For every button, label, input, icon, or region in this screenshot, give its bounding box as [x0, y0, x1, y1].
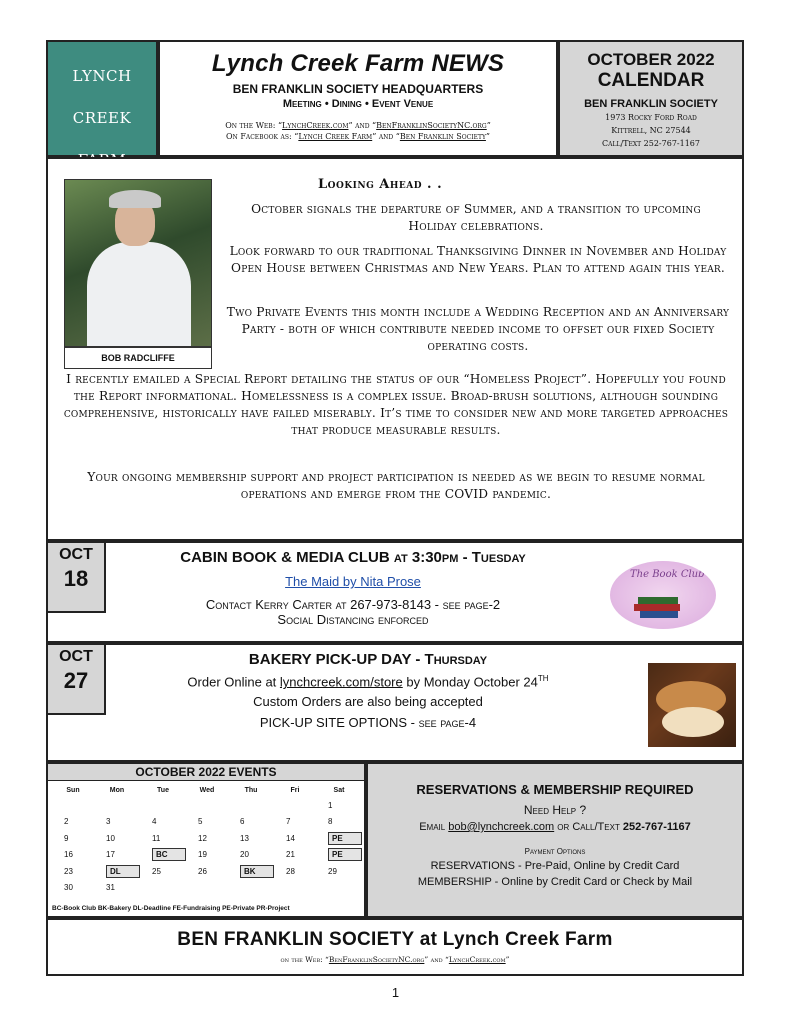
event-time: 3:30pm: [411, 549, 459, 566]
web-link-lynchcreek[interactable]: LynchCreek.com: [282, 121, 349, 130]
calendar-event-tag: [140, 847, 186, 864]
newsletter-masthead: [158, 40, 558, 157]
footer-web-mid: ” and “: [424, 955, 449, 964]
calendar-day: [186, 797, 228, 814]
newsletter-subtitle: BEN FRANKLIN SOCIETY HEADQUARTERS: [232, 82, 484, 96]
web-link-bfs[interactable]: BenFranklinSocietyNC.org: [376, 121, 487, 130]
event-month: OCT: [59, 546, 93, 563]
reservations-title: RESERVATIONS & MEMBERSHIP REQUIRED: [416, 782, 694, 797]
book-club-logo: [610, 561, 716, 629]
calendar-day: 28: [286, 866, 295, 876]
payment-options-label: Payment Options: [524, 847, 586, 856]
events-calendar: [46, 762, 366, 918]
footer-web-suffix: ”: [505, 955, 510, 964]
fb-link-lynchcreek[interactable]: Lynch Creek Farm: [298, 132, 373, 141]
event-date-box: [46, 541, 106, 613]
footer-link-lynchcreek[interactable]: LynchCreek.com: [448, 955, 506, 964]
order-sup: TH: [537, 674, 549, 683]
event-book-club: [46, 541, 744, 643]
event-tag-label: BC: [152, 848, 186, 861]
calendar-day: 12: [198, 833, 207, 843]
event-at: at: [389, 549, 412, 566]
paragraph-5: Your ongoing membership support and project participation is needed as we begin to resume normal operations and emerge from the COVID pandemic.: [87, 470, 705, 501]
book-club-logo-text: The Book Club: [630, 569, 705, 580]
order-pre: Order Online at: [187, 674, 280, 690]
logo-line-1: LYNCH: [72, 67, 132, 85]
calendar-day: 14: [286, 833, 295, 843]
reservations-payment: RESERVATIONS - Pre-Paid, Online by Credit Card: [430, 860, 680, 872]
footer-title-a: BEN FRANKLIN SOCIETY: [177, 929, 415, 950]
event-name: BAKERY PICK-UP DAY: [248, 651, 412, 668]
calendar-day: [186, 880, 228, 897]
logo-line-3: FARM: [77, 151, 127, 169]
calendar-day: 10: [106, 833, 115, 843]
order-line: [118, 674, 618, 689]
weekday-header: Wed: [199, 786, 215, 794]
email-line: [368, 821, 742, 833]
calendar-day: 23: [64, 866, 73, 876]
help-label: Need Help ?: [523, 803, 587, 817]
calendar-day: 2: [64, 817, 69, 827]
footer: [46, 918, 744, 976]
membership-payment: MEMBERSHIP - Online by Credit Card or Check by Mail: [417, 876, 693, 888]
event-title: [118, 549, 588, 566]
web-suffix: ”: [486, 121, 491, 130]
event-month: OCT: [59, 648, 93, 665]
calendar-day: 1: [328, 800, 333, 810]
bread-photo: [648, 663, 736, 747]
section-heading: Looking Ahead . .: [318, 177, 443, 192]
phone-number: 252-767-1167: [622, 821, 691, 833]
book-link[interactable]: The Maid by Nita Prose: [285, 574, 421, 589]
calendar-week: [52, 880, 362, 897]
weekday-header: Tue: [157, 786, 169, 794]
fb-link-bfs[interactable]: Ben Franklin Society: [399, 132, 486, 141]
page-number: 1: [391, 985, 400, 1000]
calendar-week: [52, 814, 362, 831]
event-day: 18: [63, 566, 89, 591]
event-dash: -: [411, 651, 425, 668]
paragraph-1: October signals the departure of Summer, and a transition to upcoming Holiday celebrations.: [251, 202, 701, 233]
fb-suffix: ”: [485, 132, 491, 141]
calendar-day: [52, 797, 94, 814]
event-name: CABIN BOOK & MEDIA CLUB: [180, 549, 390, 566]
footer-web-line: [48, 955, 742, 964]
calendar-day: [140, 880, 186, 897]
fb-mid: ” and “: [372, 132, 400, 141]
weekday-header: Mon: [109, 786, 125, 794]
event-day: 27: [63, 668, 89, 693]
footer-title: [48, 929, 742, 951]
calendar-day: [228, 880, 274, 897]
pickup-see: - see page-4: [407, 715, 477, 731]
footer-link-bfs[interactable]: BenFranklinSocietyNC.org: [328, 955, 425, 964]
contact-line: Contact Kerry Carter at 267-973-8143 - see page-2: [205, 597, 501, 612]
calendar-day: 4: [152, 817, 157, 827]
calendar-day: 6: [240, 817, 245, 827]
calendar-week: [52, 797, 362, 814]
calendar-label: CALENDAR: [597, 70, 705, 91]
calendar-day: [274, 880, 316, 897]
event-weekday: Tuesday: [471, 549, 526, 566]
calendar-week: [52, 830, 362, 847]
weekday-header: Sun: [66, 786, 80, 794]
calendar-day: [316, 880, 362, 897]
calendar-day: [140, 797, 186, 814]
footer-title-b: at Lynch Creek Farm: [414, 929, 613, 950]
event-tag-label: PE: [328, 832, 362, 845]
event-title: [118, 651, 618, 668]
web-line: [160, 120, 556, 131]
calendar-header-box: [558, 40, 744, 157]
portrait-photo: [64, 179, 212, 347]
weekday-header: Fri: [290, 786, 300, 794]
email-post: or Call/Text: [554, 821, 623, 833]
calendar-day: 8: [328, 817, 333, 827]
event-date-box: [46, 643, 106, 715]
calendar-day: [228, 797, 274, 814]
paragraph-3: Two Private Events this month include a Wedding Reception and an Anniversary Party - both of which contribute needed income to offset our fixed Society operating costs.: [226, 305, 730, 353]
reservations-box: [366, 762, 744, 918]
calendar-month: OCTOBER 2022: [587, 50, 715, 69]
paragraph-4: I recently emailed a Special Report detailing the status of our “Homeless Project”. Hopefully you found the Report informational. Homelessness is a complex issue. Broad-brush solutions, although sounding comprehensive, historically have failed miserably. It’s time to consider new and more targeted approaches that produce measurable results.: [63, 372, 729, 437]
calendar-day: 31: [106, 883, 115, 893]
order-post: by Monday October 24: [402, 674, 538, 690]
email-link[interactable]: bob@lynchcreek.com: [448, 821, 555, 833]
event-tag-label: BK: [240, 865, 274, 878]
weekday-header: Thu: [244, 786, 258, 794]
calendar-week: [52, 863, 362, 880]
newsletter-tagline: Meeting • Dining • Event Venue: [282, 98, 434, 110]
calendar-day: 26: [198, 866, 207, 876]
calendar-day: 9: [64, 833, 69, 843]
pickup-line: [118, 715, 618, 730]
calendar-grid: [52, 783, 362, 896]
calendar-day: 19: [198, 850, 207, 860]
calendar-event-tag: [228, 863, 274, 880]
pickup-label: PICK-UP SITE OPTIONS: [259, 715, 408, 731]
calendar-day: 29: [328, 866, 337, 876]
calendar-event-tag: [316, 847, 362, 864]
calendar-day: 3: [106, 817, 111, 827]
email-pre: Email: [419, 821, 449, 833]
farm-logo: [46, 40, 158, 179]
event-tag-label: PE: [328, 848, 362, 861]
web-mid: ” and “: [348, 121, 377, 130]
calendar-day: 25: [152, 866, 161, 876]
calendar-week: [52, 847, 362, 864]
facebook-line: [160, 131, 556, 142]
weekday-header: Sat: [333, 786, 345, 794]
web-prefix: On the Web: “: [225, 121, 283, 130]
event-bakery: [46, 643, 744, 762]
footer-web-prefix: on the Web: “: [280, 955, 329, 964]
fb-prefix: On Facebook as: “: [225, 132, 299, 141]
custom-orders-line: Custom Orders are also being accepted: [253, 694, 483, 710]
calendar-day: 5: [198, 817, 203, 827]
newsletter-title: Lynch Creek Farm NEWS: [211, 50, 505, 77]
calendar-day: 17: [106, 850, 115, 860]
logo-line-2: CREEK: [72, 109, 132, 127]
calendar-title: OCTOBER 2022 EVENTS: [48, 764, 364, 781]
calendar-day: 21: [286, 850, 295, 860]
event-dash: -: [458, 549, 472, 566]
logo-subtitle: MEETING DINING & EVENT VENUE: [66, 174, 138, 179]
event-tag-label: DL: [106, 865, 140, 878]
calendar-event-tag: [316, 830, 362, 847]
event-weekday: Thursday: [424, 651, 488, 668]
store-link[interactable]: lynchcreek.com/store: [279, 674, 403, 690]
calendar-legend: BC-Book Club BK-Bakery DL-Deadline FE-Fundraising PE-Private PR-Project: [52, 905, 290, 912]
photo-caption: BOB RADCLIFFE: [64, 347, 212, 369]
calendar-day: 16: [64, 850, 73, 860]
calendar-event-tag: [94, 863, 140, 880]
calendar-day: [274, 797, 316, 814]
paragraph-2: Look forward to our traditional Thanksgiving Dinner in November and Holiday Open House between Christmas and New Years. Plan to attend again this year.: [229, 244, 727, 275]
calendar-day: [94, 797, 140, 814]
address-line-1: 1973 Rocky Ford Road: [605, 113, 697, 122]
calendar-day: 13: [240, 833, 249, 843]
calendar-day: 30: [64, 883, 73, 893]
calendar-day: 11: [152, 833, 161, 843]
address-line-2: Kittrell, NC 27544: [611, 126, 691, 135]
looking-ahead-section: [46, 157, 744, 541]
contact-phone: Call/Text 252-767-1167: [602, 139, 700, 148]
calendar-day: 7: [286, 817, 291, 827]
calendar-day: 20: [240, 850, 249, 860]
org-name: BEN FRANKLIN SOCIETY: [584, 98, 718, 110]
distancing-note: Social Distancing enforced: [277, 612, 429, 627]
